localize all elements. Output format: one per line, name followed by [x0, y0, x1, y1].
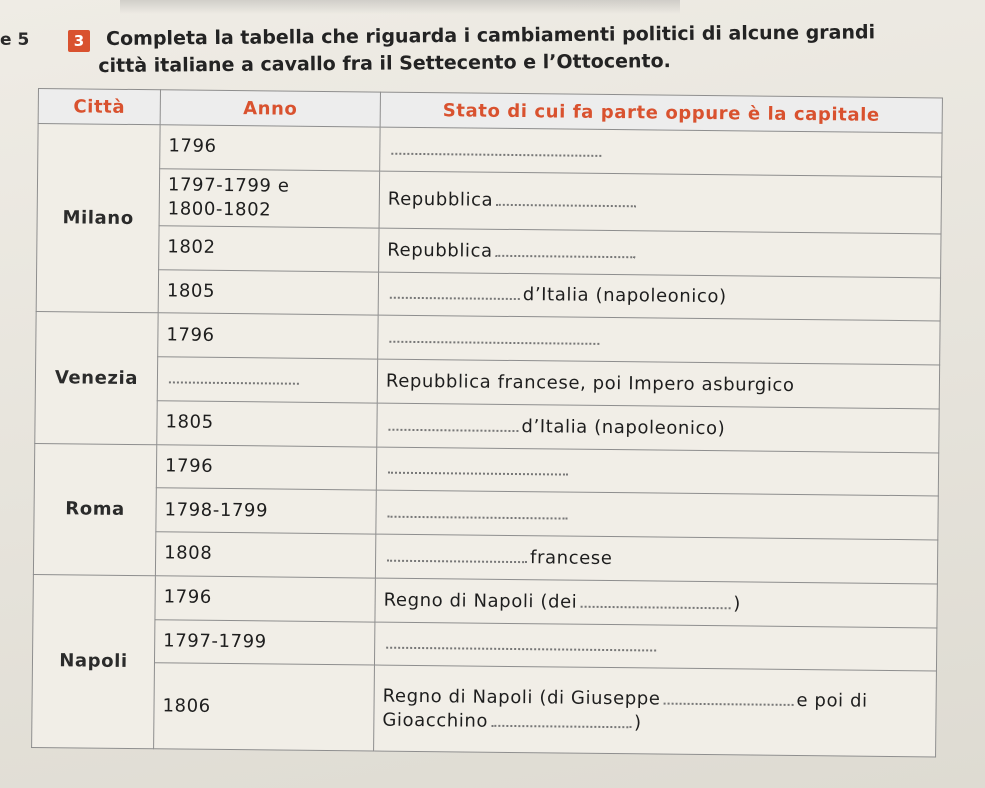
blank-line[interactable] [388, 460, 568, 476]
year-cell: 1797-1799 e 1800-1802 [159, 169, 380, 228]
state-cell[interactable] [376, 447, 938, 497]
blank-line[interactable] [388, 504, 568, 520]
city-venezia: Venezia [35, 312, 158, 445]
blank-line[interactable] [390, 285, 520, 300]
blank-line[interactable] [496, 242, 636, 257]
city-napoli: Napoli [32, 574, 156, 749]
blank-line[interactable] [387, 548, 527, 563]
state-cell[interactable]: francese [375, 534, 937, 584]
year-cell: 1802 [159, 226, 379, 272]
blank-line[interactable] [389, 329, 599, 345]
header-year: Anno [160, 90, 380, 127]
state-cell[interactable]: Repubblica [379, 228, 941, 278]
year-cell: 1796 [156, 444, 376, 490]
state-cell: Repubblica francese, poi Impero asburgico [377, 359, 939, 409]
state-cell[interactable]: Regno di Napoli (di Giuseppe e poi di Gioacchino ) [374, 665, 937, 757]
state-cell[interactable]: Regno di Napoli (dei ) [375, 578, 937, 628]
instruction-line-2: città italiane a cavallo fra il Settecento e l’Ottocento. [98, 50, 671, 78]
state-cell[interactable]: d’Italia (napoleonico) [378, 272, 940, 322]
year-cell[interactable] [157, 357, 377, 403]
state-cell[interactable] [380, 127, 942, 177]
instruction-line-1: Completa la tabella che riguarda i cambiamenti politici di alcune grandi [106, 21, 876, 50]
year-cell: 1796 [155, 576, 375, 622]
blank-line[interactable] [491, 712, 631, 727]
blank-line[interactable] [496, 192, 636, 207]
city-roma: Roma [33, 443, 156, 576]
year-cell: 1808 [155, 532, 375, 578]
state-cell[interactable]: d’Italia (napoleonico) [377, 403, 939, 453]
blank-line[interactable] [391, 141, 601, 157]
blank-line[interactable] [169, 370, 299, 385]
state-cell[interactable] [374, 622, 936, 672]
state-cell[interactable]: Repubblica [379, 171, 942, 234]
margin-page-number: e 5 [0, 30, 30, 50]
header-state: Stato di cui fa parte oppure è la capitale [380, 92, 942, 133]
blank-line[interactable] [580, 593, 730, 609]
header-city: Città [38, 89, 160, 125]
blank-line[interactable] [386, 635, 656, 652]
year-cell: 1798-1799 [156, 488, 376, 534]
year-cell: 1805 [158, 269, 378, 315]
state-cell[interactable] [378, 315, 940, 365]
year-cell: 1797-1799 [154, 619, 374, 665]
year-cell: 1806 [154, 663, 375, 751]
blank-line[interactable] [663, 690, 793, 705]
exercise-instructions [98, 18, 966, 80]
state-cell[interactable] [376, 490, 938, 540]
year-cell: 1796 [160, 125, 380, 171]
city-milano: Milano [36, 124, 160, 314]
table-row [37, 167, 942, 233]
blank-line[interactable] [388, 416, 518, 431]
year-cell: 1796 [158, 313, 378, 359]
cities-table [31, 88, 943, 757]
table-row [32, 662, 937, 757]
previous-page-edge [120, 0, 680, 14]
year-cell: 1805 [157, 401, 377, 447]
exercise-number-badge: 3 [68, 30, 90, 52]
